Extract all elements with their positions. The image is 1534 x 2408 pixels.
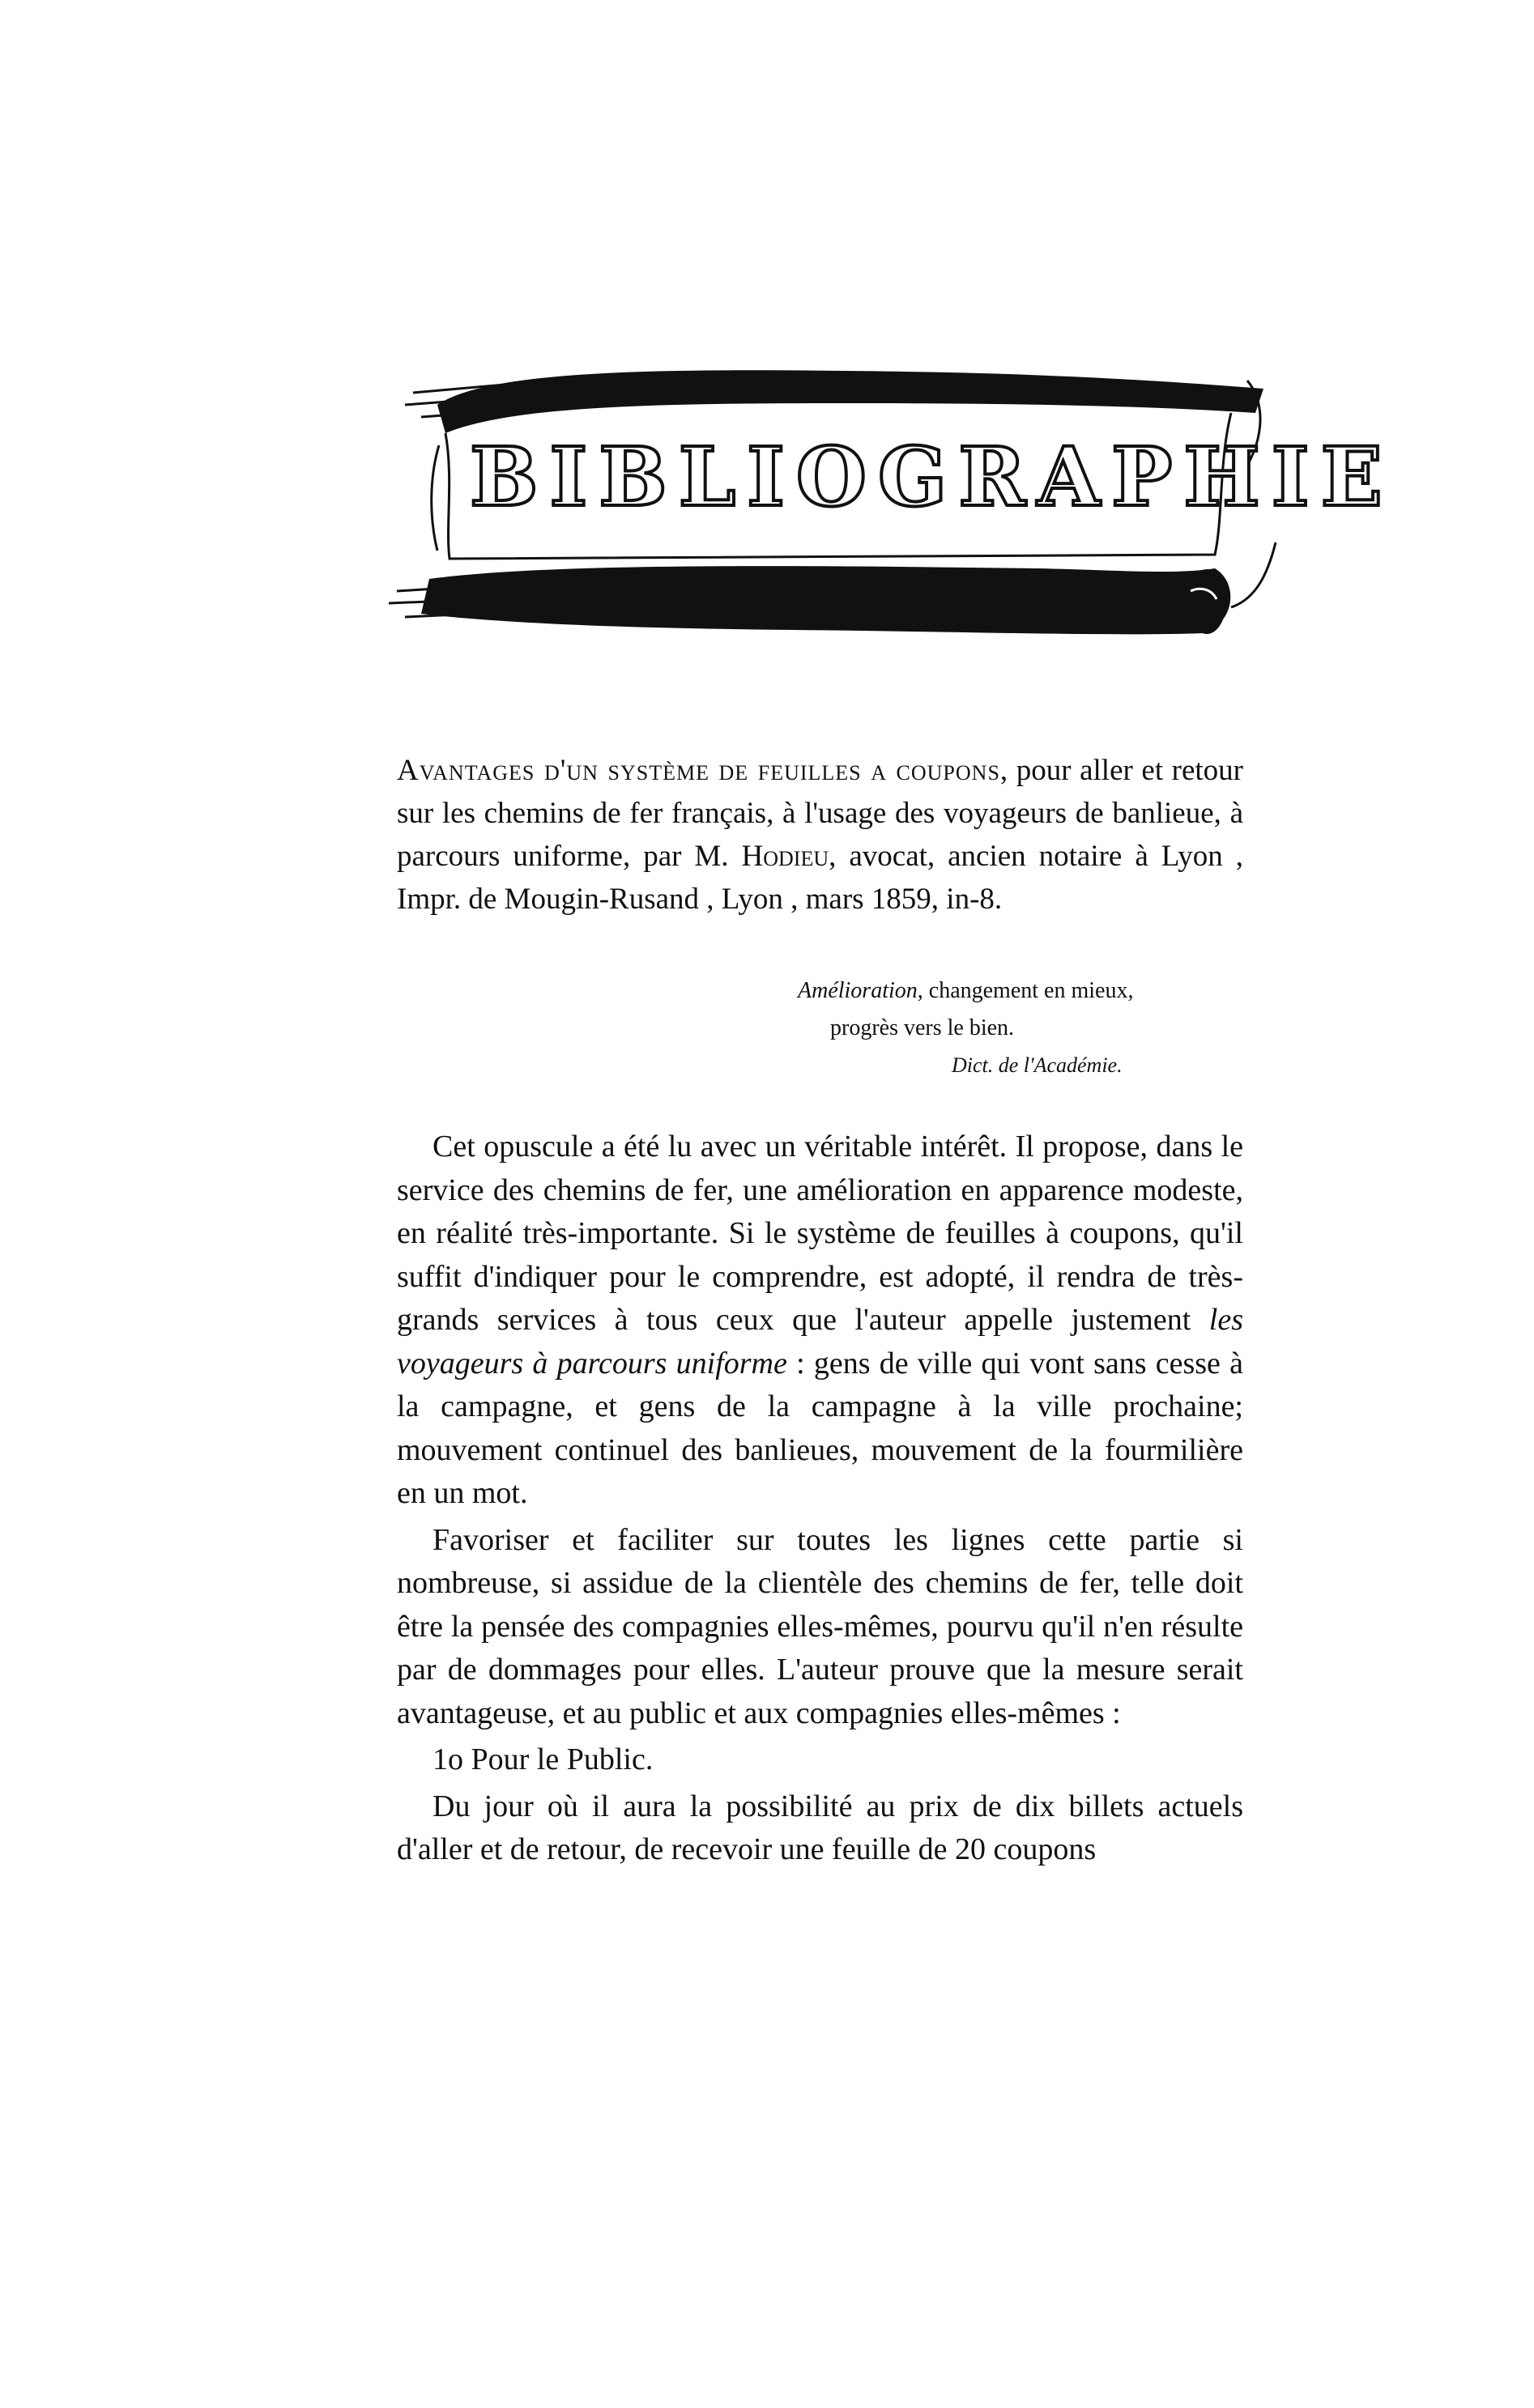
bibliographic-citation <box>397 749 1243 921</box>
banner <box>389 356 1394 680</box>
epigraph-line-2: progrès vers le bien. <box>830 1015 1015 1040</box>
citation-text-2: , avocat, ancien notaire à Lyon , Impr. de Mougin-Rusand , Lyon , mars 1859, in-8. <box>397 840 1243 916</box>
epigraph-word: Amélioration <box>798 978 918 1003</box>
epigraph-rest: , changement en mieux, <box>917 978 1134 1003</box>
banner-title: BIBLIOGRAPHIE <box>470 429 1394 525</box>
paragraph-3: 1o Pour le Public. <box>433 1742 654 1776</box>
paragraph-1-a: Cet opuscule a été lu avec un véritable intérêt. Il propose, dans le service des chemins de fer, une amélioration en apparence modeste, en réalité très-importante. Si le système de feuilles à coupons, qu'il suffit d'indiquer pour le comprendre, est adopté, il rendra de très-grands services à tous ceux que l'auteur appelle justement <box>397 1130 1243 1337</box>
epigraph-source: Dict. de l'Académie. <box>952 1053 1123 1077</box>
paragraph-1-emphasis: les voyageurs à parcours uniforme <box>397 1303 1243 1381</box>
paragraph-1-b: : gens de ville qui vont sans cesse à la campagne, et gens de la campagne à la ville prochaine; mouvement continuel des banlieues, mouvement de la fourmilière en un mot. <box>397 1346 1243 1510</box>
citation-title: Avantages d'un système de feuilles a coupons <box>397 754 1000 787</box>
citation-text-1: , pour aller et retour sur les chemins de fer français, à l'usage des voyageurs de banlieue, à parcours uniforme, par M. <box>397 754 1243 873</box>
paragraph-2: Favoriser et faciliter sur toutes les lignes cette partie si nombreuse, si assidue de la clientèle des chemins de fer, telle doit être la pensée des compagnies elles-mêmes, pourvu qu'il n'en résulte par de dommages pour elles. L'auteur prouve que la mesure serait avantageuse, et au public et aux compagnies elles-mêmes : <box>397 1522 1243 1730</box>
citation-author: Hodieu <box>741 840 829 873</box>
body-text <box>397 1125 1243 1872</box>
epigraph-line-1 <box>798 973 1133 1009</box>
paragraph-1 <box>397 1125 1243 1516</box>
paragraph-4: Du jour où il aura la possibilité au prix de dix billets actuels d'aller et de retour, de recevoir une feuille de 20 coupons <box>397 1789 1243 1866</box>
